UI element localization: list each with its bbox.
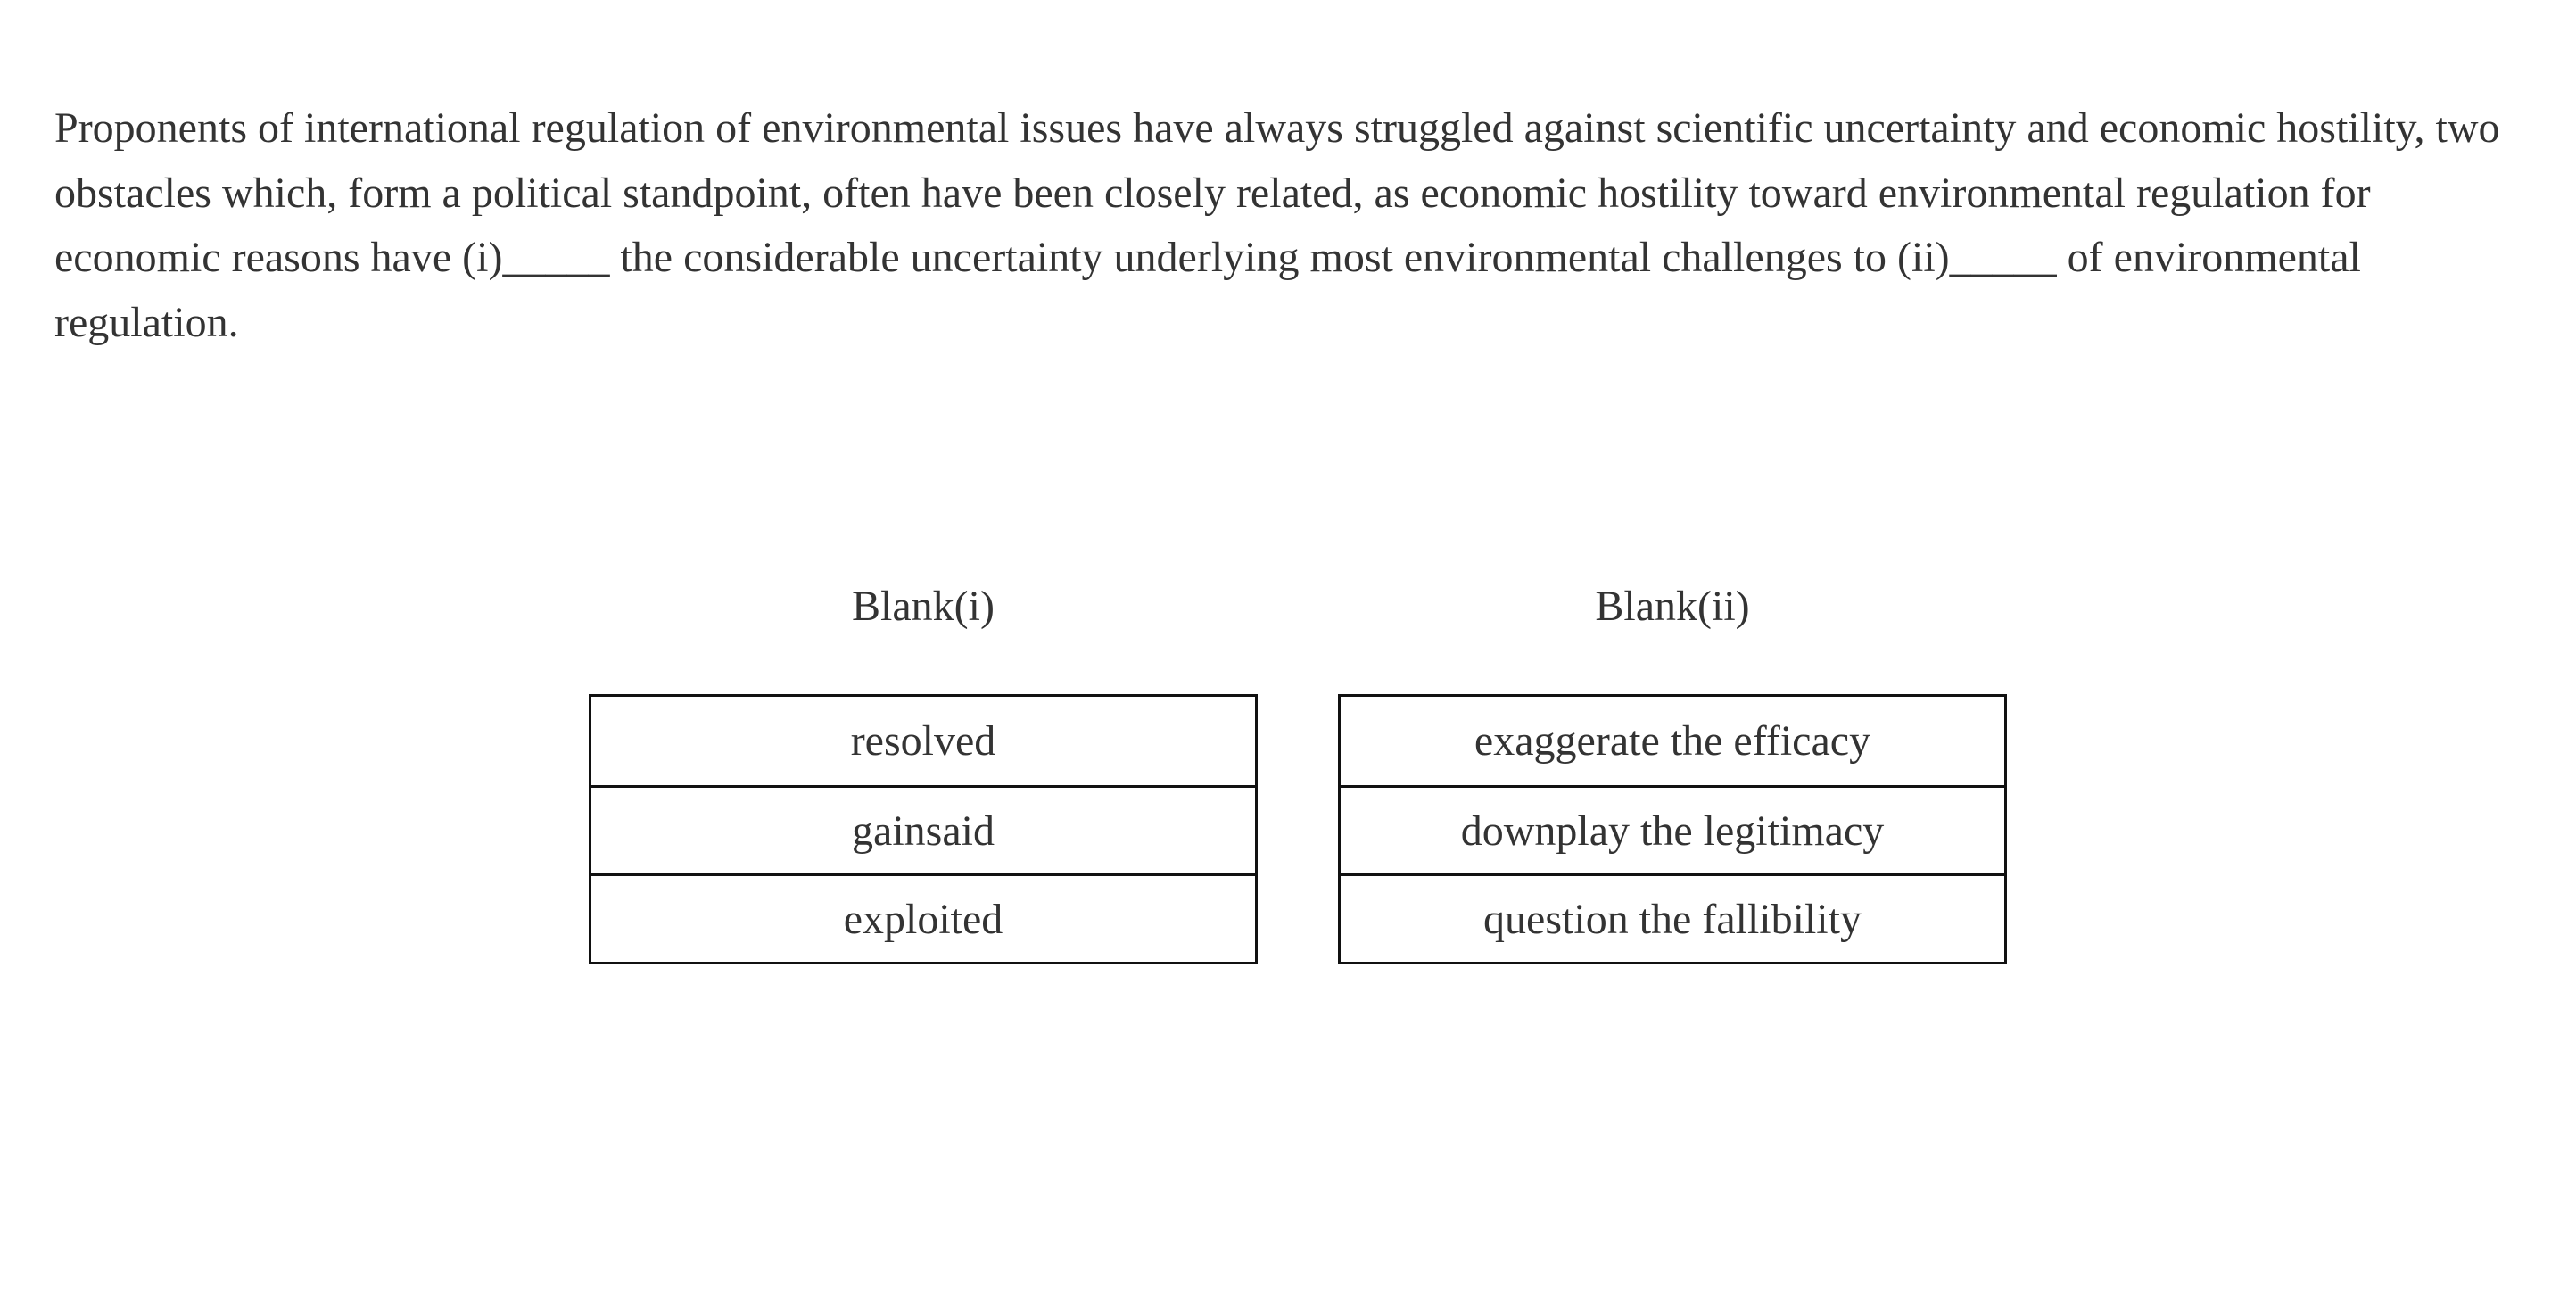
blank-ii-heading: Blank(ii) [1595,583,1750,630]
question-text: Proponents of international regulation of environmental issues have always struggled against scientific uncertainty and economic hostility, two obstacles which, form a political standpoint, often have been closely related, as economic hostility toward environmental regulation for economic reasons have (i)_____ the considerable uncertainty underlying most environmental challenges to (ii)_____ of environmental regulation. [54,104,2500,346]
blank-ii-option-exaggerate-the-efficacy[interactable]: exaggerate the efficacy [1474,717,1871,765]
blank-ii-group [1338,571,2007,964]
blank-i-options [589,694,1258,964]
blank-i-option-gainsaid[interactable]: gainsaid [591,785,1255,873]
blank-ii-option-question-the-fallibility[interactable]: question the fallibility [1341,873,2004,962]
blank-i-option-exploited[interactable]: exploited [591,873,1255,962]
blank-i-option-resolved[interactable]: resolved [850,717,996,765]
blank-ii-option-downplay-the-legitimacy[interactable]: downplay the legitimacy [1341,785,2004,873]
answer-choices [589,571,2007,964]
blank-ii-options [1338,694,2007,964]
blank-i-group [589,571,1258,964]
blank-i-heading: Blank(i) [852,583,995,630]
